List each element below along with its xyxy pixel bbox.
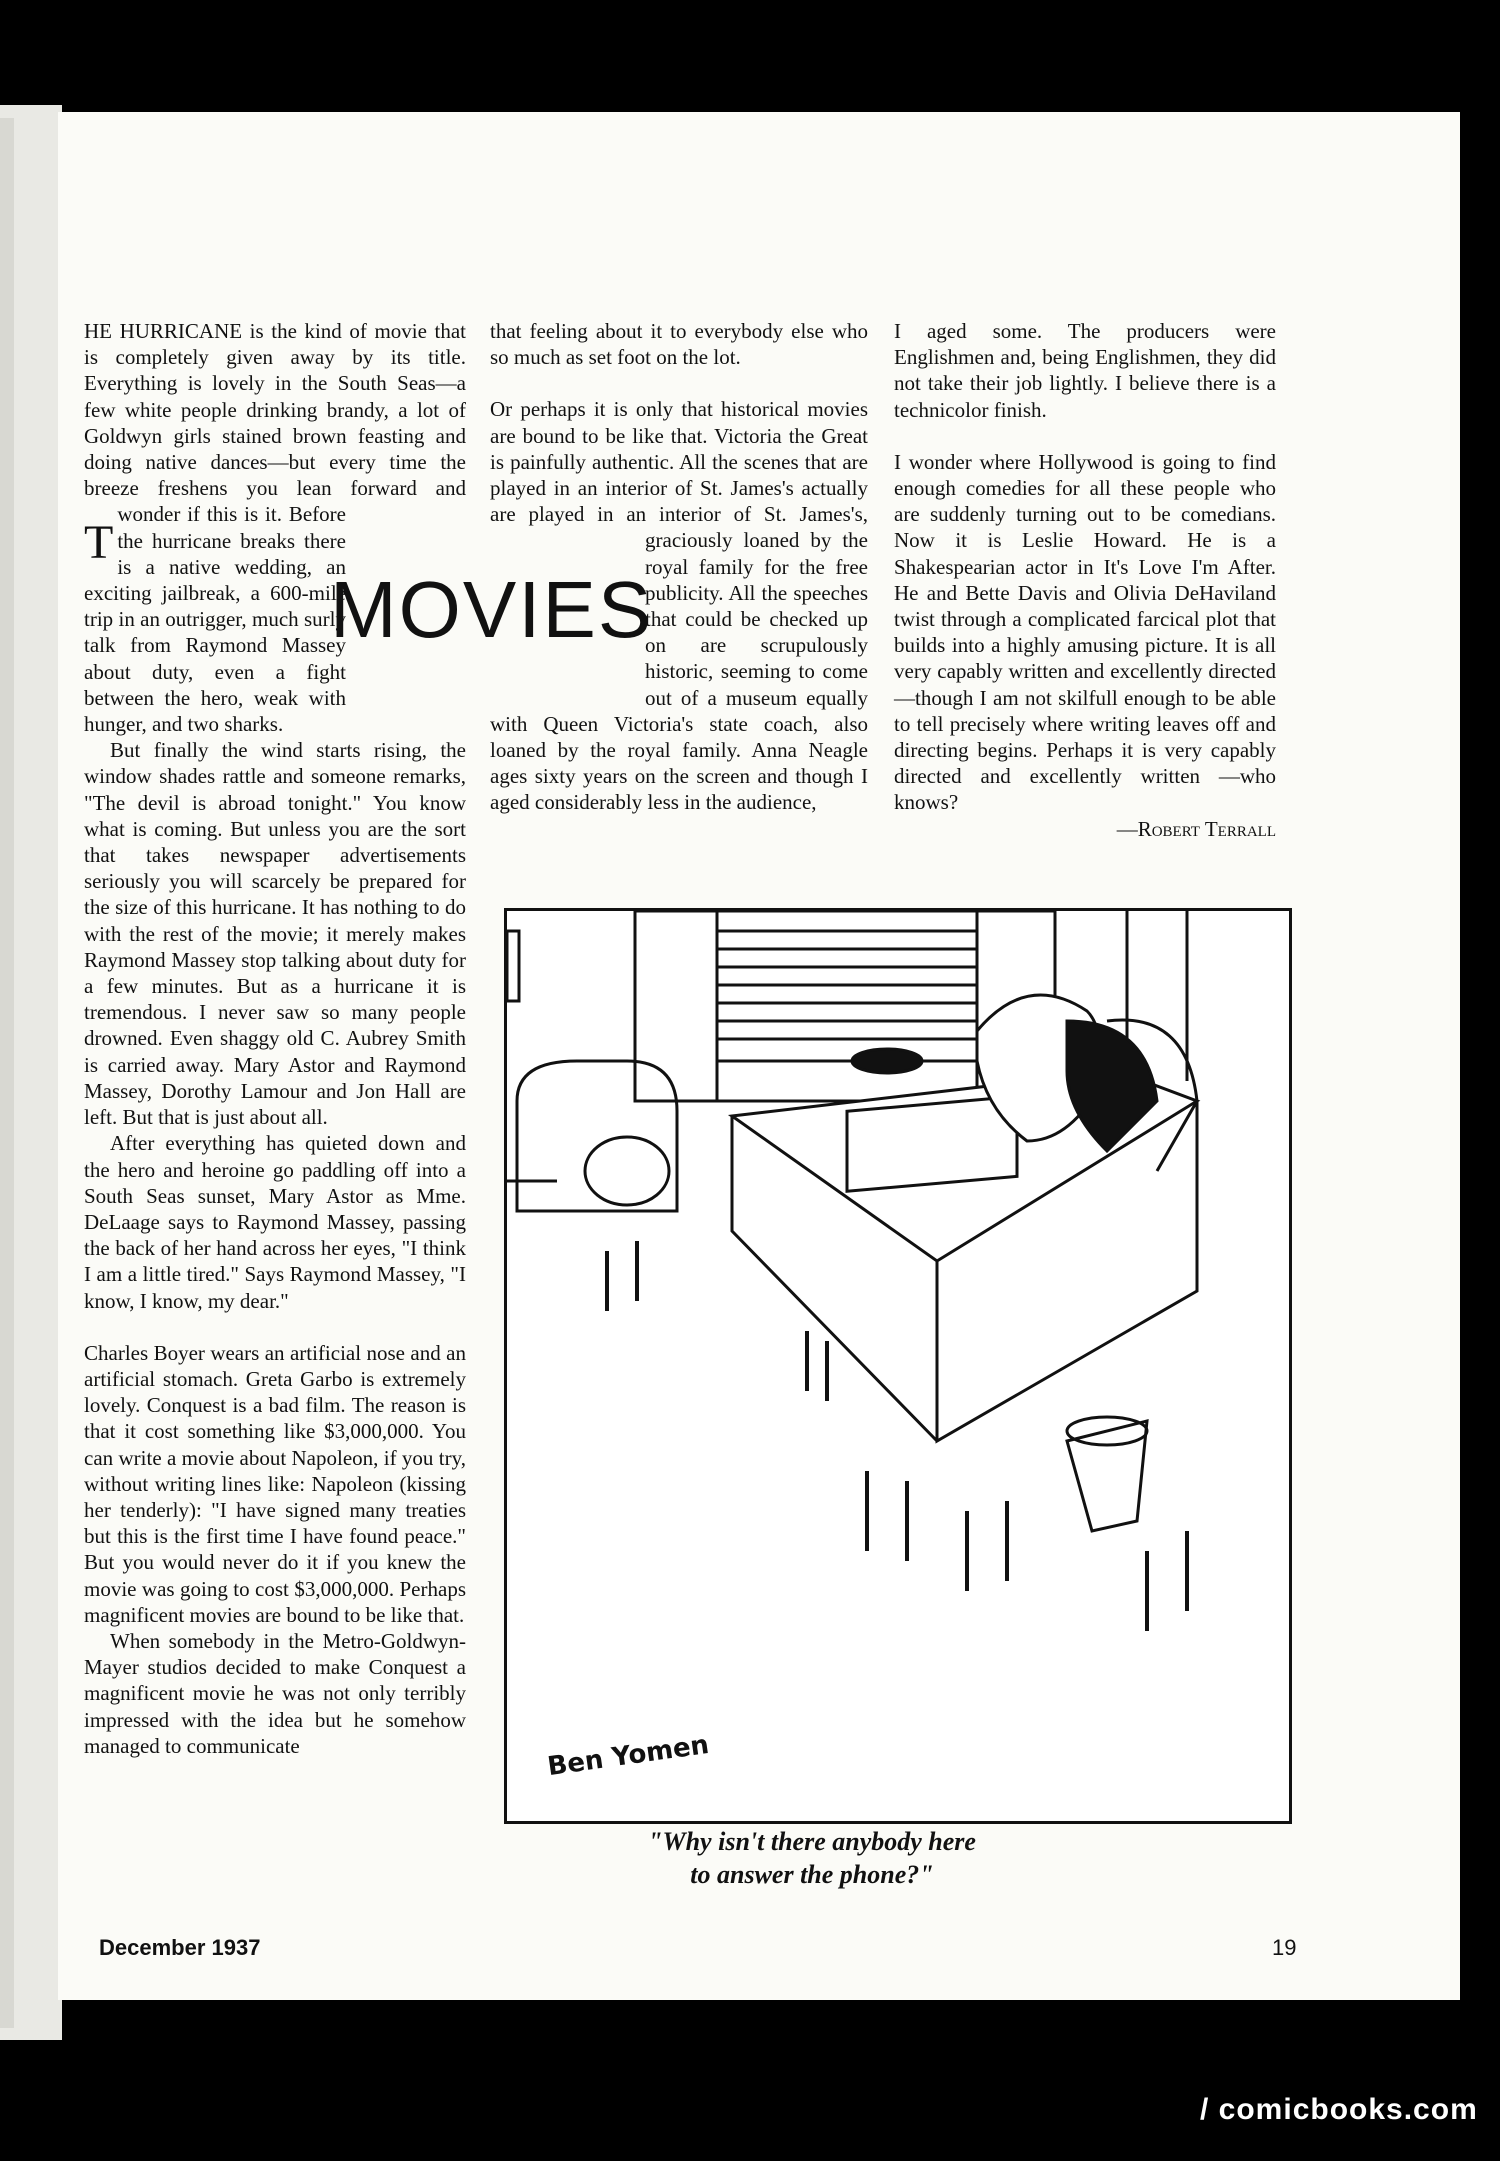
issue-date: December 1937 [99, 1935, 261, 1960]
paragraph: When somebody in the Metro-Goldwyn-Mayer studios decided to make Conquest a magnificent movie he was not only terribly impressed with the idea but he somehow managed to communicate [84, 1628, 466, 1758]
cartoon-caption [512, 1825, 1112, 1891]
author-signature: —Robert Terrall [1116, 816, 1276, 841]
drop-cap: T [84, 516, 114, 569]
paragraph: I wonder where Hollywood is going to find enough comedies for all these people who are suddenly turning out to be comedians. Now it is Leslie Howard. He is a Shakespearian actor in It's Love I'm After. He and Bette Davis and Olivia DeHaviland twist through a complicated farcical plot that builds into a highly amusing picture. It is all very capably written and excellently directed—though I am not skilfull enough to be able to tell precisely where writing leaves off and directing begins. Perhaps it is very capably directed and excellently written —who knows? [894, 449, 1276, 815]
artist-signature: Ben Yomen [545, 1729, 711, 1783]
spacer [894, 423, 1276, 449]
cartoon-illustration [504, 908, 1292, 1824]
cartoon-drawing [507, 911, 1289, 1821]
page-number: 19 [1272, 1935, 1297, 1960]
paragraph: Charles Boyer wears an artificial nose and an artificial stomach. Greta Garbo is extremely lovely. Conquest is a bad film. The reason is that it cost something like $3,000,000. You can write a movie about Napoleon, if you try, without writing lines like: Napoleon (kissing her tenderly): "I have signed many treaties but this is the first time I have found peace." But you would never do it if you knew the movie was going to cost $3,000,000. Perhaps magnificent movies are bound to be like that. [84, 1340, 466, 1627]
page-title: MOVIES [330, 565, 654, 654]
spacer [84, 1314, 466, 1340]
paragraph: I aged some. The producers were Englishmen and, being Englishmen, they did not take their job lightly. I believe there is a technicolor finish. [894, 319, 1276, 422]
watermark: / comicbooks.com [1200, 2093, 1478, 2126]
column-1 [84, 318, 466, 1888]
paragraph-text: HE HURRICANE is the kind of movie that is completely given away by its title. Everything is lovely in the South Seas—a few white people drinking brandy, a lot of Goldwyn girls stained brown feasting and doing native dances—but every time the breeze freshens you lean forward and wonder if this is it. Before the hurricane breaks there is a native wedding, an exciting jailbreak, a 600-mile trip in an outrigger, much surly talk from Raymond Massey about duty, even a fight between the hero, weak with hunger, and two sharks. [84, 319, 466, 737]
caption-line: to answer the phone?" [690, 1860, 934, 1889]
caption-line: "Why isn't there anybody here [648, 1827, 976, 1856]
paragraph: But finally the wind starts rising, the window shades rattle and someone remarks, "The devil is abroad tonight." You know what is coming. But unless you are the sort that takes newspaper advertisements seriously you will scarcely be prepared for the size of this hurricane. It has nothing to do with the rest of the movie; it merely makes Raymond Massey stop talking about duty for a few minutes. But as a hurricane it is tremendous. I never saw so many people drowned. Even shaggy old C. Aubrey Smith is carried away. Mary Astor and Raymond Massey, Dorothy Lamour and Jon Hall are left. But that is just about all. [84, 738, 466, 1130]
paragraph: that feeling about it to everybody else who so much as set foot on the lot. [490, 319, 868, 370]
paragraph: After everything has quieted down and the hero and heroine go paddling off into a South Seas sunset, Mary Astor as Mme. DeLaage says to Raymond Massey, passing the back of her hand across her eyes, "I think I am a little tired." Says Raymond Massey, "I know, I know, my dear." [84, 1131, 466, 1313]
column-3 [894, 318, 1276, 842]
spacer [490, 370, 868, 396]
paragraph: Or perhaps it is only that historical movies are bound to be like that. Victoria the Great is painfully authentic. All the scenes that are played in an interior of St. James's actually are played in an interior of St. James's, graciously loaned by the royal family for the free publicity. All the speeches that could be checked up on are scrupulously historic, seeming to come out of a museum equally with Queen Victoria's state coach, also loaned by the royal family. Anna Neagle ages sixty years on the screen and though I aged considerably less in the audience, [490, 397, 868, 815]
page-edge-shadow [0, 118, 14, 2028]
